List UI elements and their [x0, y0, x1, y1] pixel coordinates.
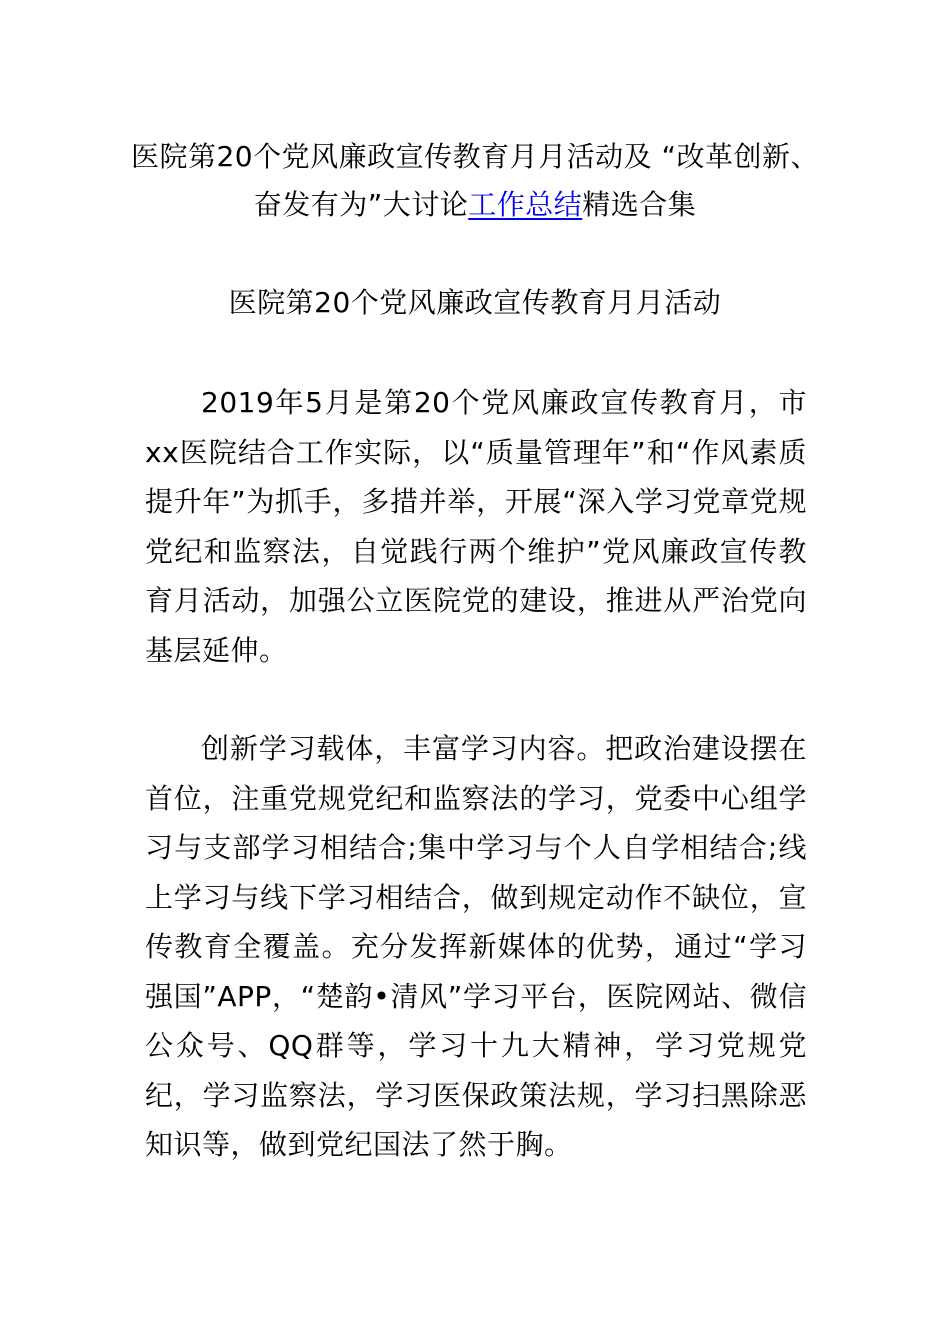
- paragraph-intro: 2019年5月是第20个党风廉政宣传教育月，市xx医院结合工作实际，以“质量管理年”和“作风素质提升年”为抓手，多措并举，开展“深入学习党章党规党纪和监察法，自觉践行两个维护”党风廉政宣传教育月活动，加强公立医院党的建设，推进从严治党向基层延伸。: [145, 386, 807, 667]
- work-summary-link[interactable]: 工作总结: [468, 188, 583, 221]
- title-text-part1: 医院第20个党风廉政宣传教育月月活动及 “改革创新、奋发有为”大讨论: [130, 140, 820, 221]
- section-heading: 医院第20个党风廉政宣传教育月月活动: [228, 286, 722, 319]
- title-text-part2: 精选合集: [582, 188, 697, 221]
- document-title: [130, 133, 820, 229]
- paragraph-study-carrier: 创新学习载体，丰富学习内容。把政治建设摆在首位，注重党规党纪和监察法的学习，党委中心组学习与支部学习相结合;集中学习与个人自学相结合;线上学习与线下学习相结合，做到规定动作不缺位，宣传教育全覆盖。充分发挥新媒体的优势，通过“学习强国”APP，“楚韵•清风”学习平台，医院网站、微信公众号、QQ群等，学习十九大精神，学习党规党纪，学习监察法，学习医保政策法规，学习扫黑除恶知识等，做到党纪国法了然于胸。: [145, 732, 807, 1161]
